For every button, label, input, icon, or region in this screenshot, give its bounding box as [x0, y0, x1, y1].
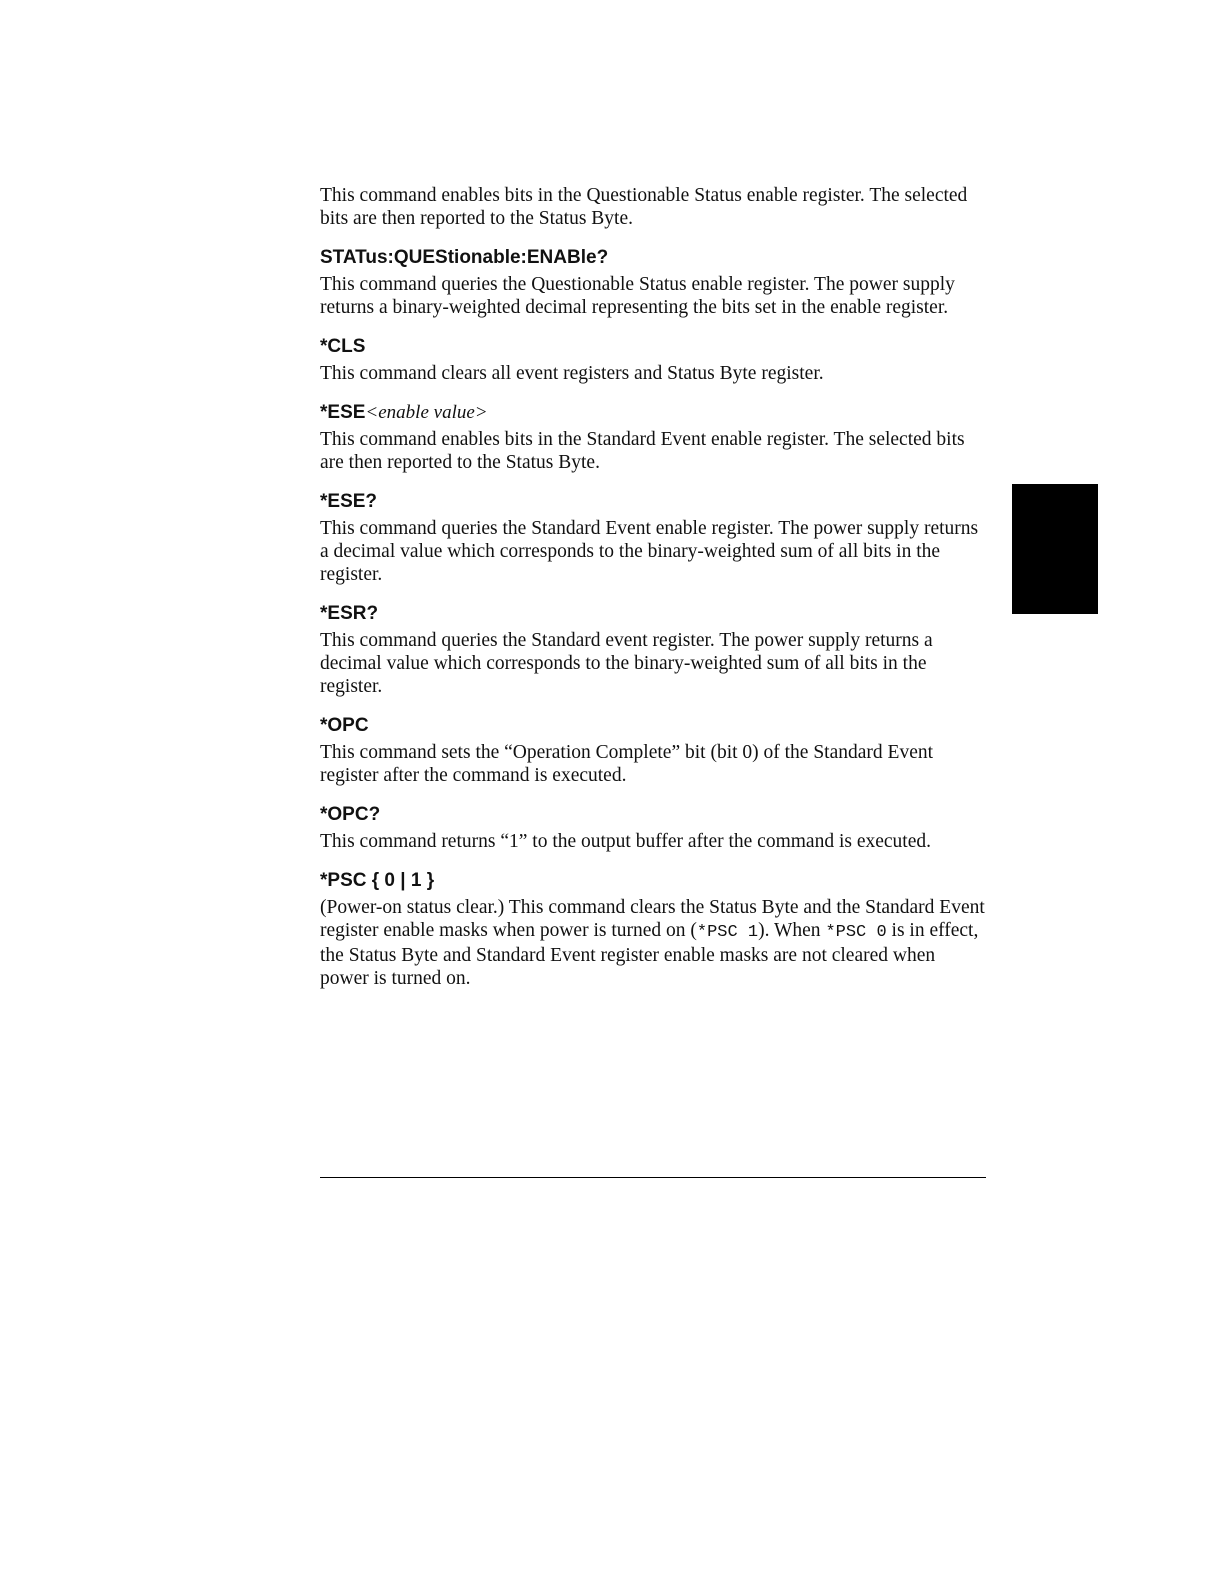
command-description — [320, 896, 986, 990]
section-opc-query — [320, 804, 986, 853]
section-cls — [320, 336, 986, 385]
command-description: This command queries the Standard Event enable register. The power supply returns a decimal value which corresponds to the binary-weighted sum of all bits in the register. — [320, 518, 979, 585]
footer-rule — [320, 1177, 986, 1178]
command-heading: *OPC — [320, 715, 369, 736]
section-ese-query — [320, 491, 986, 586]
section-ese — [320, 402, 986, 474]
command-heading: STATus:QUEStionable:ENABle? — [320, 247, 609, 268]
section-status-questionable-enable-query — [320, 247, 986, 319]
section-esr-query — [320, 603, 986, 698]
command-heading — [320, 402, 986, 424]
code-psc-1: *PSC 1 — [696, 923, 759, 942]
section-opc — [320, 715, 986, 787]
command-description: This command returns “1” to the output buffer after the command is executed. — [320, 831, 931, 852]
command-description: This command enables bits in the Standard Event enable register. The selected bits are then reported to the Status Byte. — [320, 429, 965, 473]
page-content — [320, 184, 986, 1007]
command-heading: *CLS — [320, 336, 366, 357]
description-text: is in effect, the Status Byte and Standard Event register enable masks are not cleared when power is turned on. — [320, 920, 979, 989]
intro-paragraph: This command enables bits in the Questionable Status enable register. The selected bits are then reported to the Status Byte. — [320, 185, 968, 229]
command-description: This command sets the “Operation Complete” bit (bit 0) of the Standard Event register after the command is executed. — [320, 742, 934, 786]
command-name: *ESE — [320, 402, 366, 423]
command-heading: *PSC { 0 | 1 } — [320, 870, 435, 891]
code-psc-0: *PSC 0 — [825, 923, 887, 942]
command-parameter: <enable value> — [365, 402, 488, 423]
command-heading: *ESR? — [320, 603, 379, 624]
command-description: This command clears all event registers and Status Byte register. — [320, 363, 824, 384]
description-text: (Power-on status clear.) This command clears the Status Byte and the Standard Event register enable masks when power is turned on ( — [320, 897, 985, 941]
command-description: This command queries the Standard event register. The power supply returns a decimal value which corresponds to the binary-weighted sum of all bits in the register. — [320, 630, 933, 697]
command-heading: *OPC? — [320, 804, 381, 825]
section-psc — [320, 870, 986, 990]
chapter-tab-marker — [1012, 484, 1098, 614]
description-text: ). When — [758, 920, 826, 941]
command-heading: *ESE? — [320, 491, 378, 512]
command-description: This command queries the Questionable Status enable register. The power supply returns a binary-weighted decimal representing the bits set in the enable register. — [320, 274, 955, 318]
